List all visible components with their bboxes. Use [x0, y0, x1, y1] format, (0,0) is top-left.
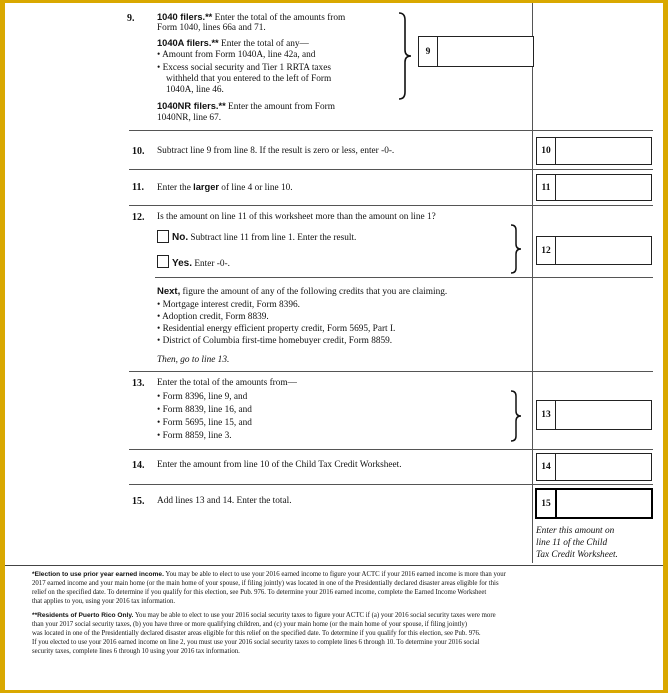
line9-bullet1: • Amount from Form 1040A, line 42a, and [157, 50, 316, 60]
divider-line11 [129, 205, 653, 206]
line12-brace [510, 224, 522, 274]
next-head: Next, [157, 286, 181, 297]
line10-text: Subtract line 9 from line 8. If the result is zero or less, enter -0-. [157, 146, 395, 156]
footnote1-head: *Election to use prior year earned income. [32, 571, 164, 578]
line11-entry-box[interactable] [536, 174, 652, 201]
divider-line12 [155, 277, 653, 278]
footnote1-line2: 2017 earned income and your main home (or the main home of your spouse, if filing jointly) was located in one of the Presidentially declared disaster areas eligible for this [32, 580, 499, 587]
footnote1-line3: relief on the specified date. To determine if you qualify for this election, see Pub. 976. To determine your 2016 earned income, complete the Earned Income Worksheet [32, 589, 487, 596]
line9-box-label: 9 [419, 37, 438, 66]
line12-no-desc: Subtract line 11 from line 1. Enter the result. [188, 233, 357, 243]
line12-no-checkbox[interactable] [157, 230, 169, 243]
next-text: figure the amount of any of the following credits that you are claiming. [180, 287, 448, 297]
line13-item-text: Form 8396, line 9, and [162, 392, 248, 402]
footnote2-line3: was located in one of the Presidentially declared disaster areas eligible for this relief on the specified date. To determine if you qualify for this election, see Pub. 976. [32, 630, 481, 637]
line13-text: Enter the total of the amounts from— [157, 378, 297, 388]
line12-question: Is the amount on line 11 of this worksheet more than the amount on line 1? [157, 212, 436, 222]
footnote2-line5: security taxes, complete lines 6 through 10 using your 2016 tax information. [32, 648, 240, 655]
next-intro [157, 286, 447, 298]
line9-bullet2a-text: Excess social security and Tier 1 RRTA taxes [162, 63, 331, 73]
line12-no-text [172, 232, 356, 244]
next-item-text: District of Columbia first-time homebuyer credit, Form 8859. [162, 336, 393, 346]
line11-text-pre: Enter the [157, 183, 194, 193]
line9-bullet1-text: Amount from Form 1040A, line 42a, and [162, 50, 316, 60]
line15-note2: line 11 of the Child [536, 538, 608, 548]
next-item-text: Mortgage interest credit, Form 8396. [162, 300, 300, 310]
line9-bullet2c: 1040A, line 46. [166, 85, 224, 95]
divider-line10 [129, 169, 653, 170]
next-item: • Residential energy efficient property credit, Form 5695, Part I. [157, 324, 396, 334]
line9-1040a-head: 1040A filers.** [157, 38, 219, 48]
line12-yes-text [172, 258, 230, 270]
line9-1040-text2: Form 1040, lines 66a and 71. [157, 23, 266, 33]
line13-item: • Form 5695, line 15, and [157, 418, 252, 428]
line9-1040a-text [157, 38, 309, 50]
line13-item: • Form 8839, line 16, and [157, 405, 252, 415]
line9-bullet2b: withheld that you entered to the left of Form [166, 74, 332, 84]
footnote2-line4: If you elected to use your 2016 earned income on line 2, you must use your 2016 social security taxes to complete lines 6 through 10. To determine your 2016 social [32, 639, 480, 646]
line14-box-label: 14 [537, 454, 556, 480]
line11-box-label: 11 [537, 175, 556, 200]
line11-number: 11. [132, 182, 144, 193]
line11-text-post: of line 4 or line 10. [218, 183, 293, 193]
line9-1040-text1: Enter the total of the amounts from [212, 13, 346, 23]
line9-1040a-text1: Enter the total of any— [218, 39, 309, 49]
next-item-text: Residential energy efficient property credit, Form 5695, Part I. [162, 324, 396, 334]
line11-text-bold: larger [193, 182, 219, 192]
divider-line13 [129, 449, 653, 450]
line12-box-label: 12 [537, 237, 556, 264]
next-then: Then, go to line 13. [157, 355, 230, 365]
line15-note1: Enter this amount on [536, 526, 615, 536]
divider-line9 [129, 130, 653, 131]
line9-1040nr-text [157, 101, 335, 113]
line13-item-text: Form 8859, line 3. [162, 431, 232, 441]
line13-item-text: Form 5695, line 15, and [162, 418, 252, 428]
line9-1040nr-head: 1040NR filers.** [157, 101, 226, 111]
line9-number: 9. [127, 13, 135, 24]
footnote1-line4: that applies to you, using your 2016 tax information. [32, 598, 176, 605]
line9-1040nr-text1: Enter the amount from Form [225, 102, 335, 112]
line12-yes-label: Yes. [172, 258, 193, 269]
worksheet-page [5, 3, 663, 690]
footnote2-head: **Residents of Puerto Rico Only. [32, 612, 134, 619]
line13-brace [510, 390, 522, 442]
line14-entry-box[interactable] [536, 453, 652, 481]
next-item: • Adoption credit, Form 8839. [157, 312, 269, 322]
line13-item: • Form 8859, line 3. [157, 431, 232, 441]
divider-next [129, 371, 653, 372]
line10-number: 10. [132, 146, 145, 157]
footnote2-text: You may be able to elect to use your 2016 social security taxes to figure your ACTC if (a) your 2016 social security taxes were more [133, 612, 496, 619]
footnote2-line2: than your 2017 social security taxes, (b) you have three or more qualifying children, and (c) your main home (or the main home of your spouse, if filing jointly) [32, 621, 468, 628]
line13-number: 13. [132, 378, 145, 389]
line9-brace [398, 12, 412, 100]
line9-1040-head: 1040 filers.** [157, 12, 213, 22]
line14-text: Enter the amount from line 10 of the Child Tax Credit Worksheet. [157, 460, 402, 470]
line9-bullet2: • Excess social security and Tier 1 RRTA taxes [157, 63, 331, 73]
line15-note3: Tax Credit Worksheet. [536, 550, 618, 560]
line9-1040nr-text2: 1040NR, line 67. [157, 113, 222, 123]
line15-number: 15. [132, 496, 145, 507]
footnote2-line1 [32, 612, 496, 621]
line12-entry-box[interactable] [536, 236, 652, 265]
line15-text: Add lines 13 and 14. Enter the total. [157, 496, 292, 506]
line12-no-label: No. [172, 232, 189, 243]
line15-box-label: 15 [537, 490, 557, 517]
line9-entry-box[interactable] [418, 36, 534, 67]
line15-entry-box[interactable] [535, 488, 653, 519]
line12-number: 12. [132, 212, 145, 223]
divider-line14 [129, 484, 653, 485]
line12-yes-checkbox[interactable] [157, 255, 169, 268]
footnote-divider [5, 565, 663, 566]
line13-entry-box[interactable] [536, 400, 652, 430]
footnote1-text: You may be able to elect to use your 2016 earned income to figure your ACTC if your 2016 earned income is more than your [163, 571, 506, 578]
footnote1-line1 [32, 571, 506, 580]
line13-box-label: 13 [537, 401, 556, 429]
column-divider [532, 3, 533, 563]
next-item: • Mortgage interest credit, Form 8396. [157, 300, 300, 310]
line14-number: 14. [132, 460, 145, 471]
line10-box-label: 10 [537, 138, 556, 164]
next-item-text: Adoption credit, Form 8839. [162, 312, 269, 322]
line13-item-text: Form 8839, line 16, and [162, 405, 252, 415]
line13-item: • Form 8396, line 9, and [157, 392, 248, 402]
line12-yes-desc: Enter -0-. [192, 259, 230, 269]
line10-entry-box[interactable] [536, 137, 652, 165]
line11-text [157, 182, 293, 194]
next-item: • District of Columbia first-time homebuyer credit, Form 8859. [157, 336, 393, 346]
